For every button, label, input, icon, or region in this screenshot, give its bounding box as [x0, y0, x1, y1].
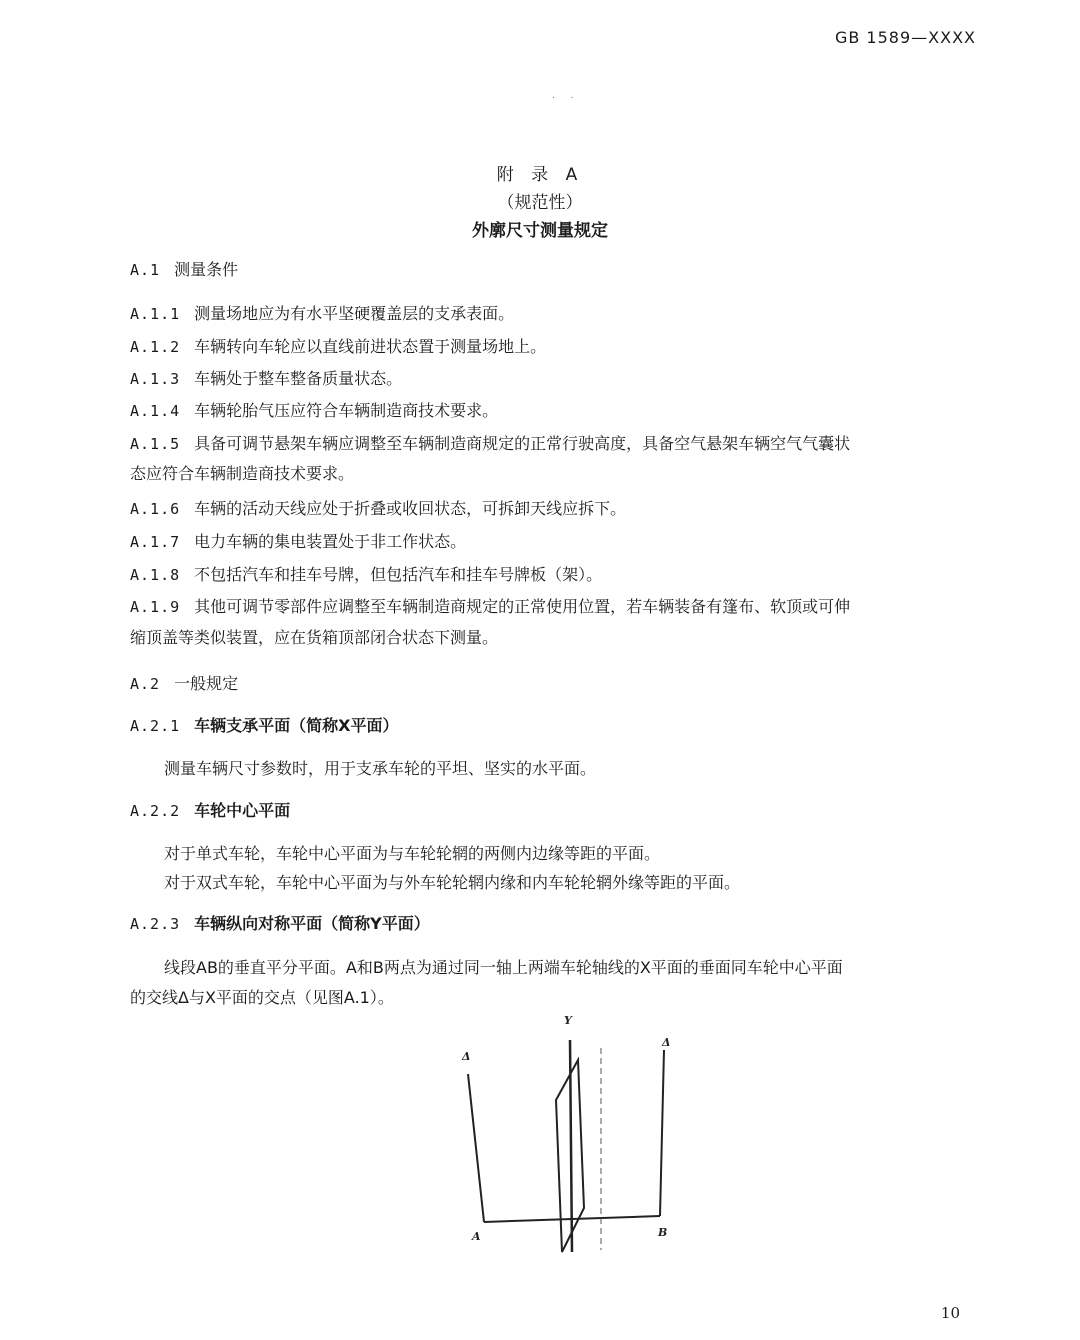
header-dots: . .	[552, 90, 580, 101]
section-title: 测量条件	[174, 260, 239, 279]
left-delta-line	[468, 1074, 484, 1222]
section-title: 一般规定	[174, 674, 239, 693]
item-text: 其他可调节零部件应调整至车辆制造商规定的正常使用位置，若车辆装备有篷布、软顶或可伸	[194, 597, 851, 616]
label-b: B	[658, 1226, 668, 1239]
item-text: 不包括汽车和挂车号牌，但包括汽车和挂车号牌板（架）。	[194, 565, 603, 584]
annex-type: （规范性）	[497, 193, 583, 213]
annex-title: 附 录 A	[496, 165, 584, 185]
item-text: 测量场地应为有水平坚硬覆盖层的支承表面。	[194, 304, 515, 323]
item-text: 车辆转向车轮应以直线前进状态置于测量场地上。	[194, 337, 547, 356]
item-a2-1-body: 测量车辆尺寸参数时，用于支承车轮的平坦、坚实的水平面。	[164, 759, 597, 778]
item-a1-4	[130, 399, 498, 423]
item-a1-7	[130, 530, 466, 554]
item-number: A.1.7	[130, 533, 181, 551]
item-number: A.1.8	[130, 566, 181, 584]
item-text: 车辆轮胎气压应符合车辆制造商技术要求。	[194, 401, 499, 420]
item-a1-6	[130, 497, 626, 521]
item-a2-2-body-2: 对于双式车轮，车轮中心平面为与外车轮轮辋内缘和内车轮轮辋外缘等距的平面。	[164, 873, 741, 892]
item-text: 车辆的活动天线应处于折叠或收回状态，可拆卸天线应拆下。	[194, 499, 627, 518]
item-a1-3	[130, 367, 402, 391]
item-text: 电力车辆的集电装置处于非工作状态。	[194, 532, 467, 551]
section-a2-heading	[130, 672, 238, 696]
item-a2-3-body-2: 的交线Δ与X平面的交点（见图A.1）。	[130, 988, 394, 1007]
item-a1-9-continuation: 缩顶盖等类似装置，应在货箱顶部闭合状态下测量。	[130, 628, 499, 647]
label-delta-left: Δ	[462, 1050, 471, 1063]
item-text: 车辆处于整车整备质量状态。	[194, 369, 403, 388]
item-a1-1	[130, 302, 514, 326]
item-number: A.1.4	[130, 402, 181, 420]
item-title: 车辆纵向对称平面（简称Y平面）	[194, 914, 430, 933]
item-a2-2-body-1: 对于单式车轮，车轮中心平面为与车轮轮辋的两侧内边缘等距的平面。	[164, 844, 661, 863]
item-number: A.1.3	[130, 370, 181, 388]
item-number: A.1.6	[130, 500, 181, 518]
section-a1-heading	[130, 258, 238, 282]
section-number: A.1	[130, 261, 161, 279]
right-delta-line	[660, 1050, 664, 1216]
item-number: A.2.3	[130, 915, 181, 933]
item-a2-3-heading	[130, 912, 430, 936]
item-a1-5-continuation: 态应符合车辆制造商技术要求。	[130, 464, 355, 483]
item-number: A.1.2	[130, 338, 181, 356]
label-a: A	[472, 1230, 481, 1243]
item-number: A.2.1	[130, 717, 181, 735]
figure-a1	[440, 1008, 700, 1268]
item-number: A.2.2	[130, 802, 181, 820]
item-a1-8	[130, 563, 602, 587]
item-a2-2-heading	[130, 799, 290, 823]
item-a2-1-heading	[130, 714, 399, 738]
item-number: A.1.9	[130, 598, 181, 616]
item-a1-9	[130, 595, 850, 619]
label-delta-right: Δ	[662, 1036, 671, 1049]
item-a1-2	[130, 335, 546, 359]
page-number: 10	[940, 1304, 960, 1322]
item-a2-3-body-1: 线段AB的垂直平分平面。A和B两点为通过同一轴上两端车轮轴线的X平面的垂面同车轮中心平面	[164, 958, 843, 977]
item-a1-5	[130, 432, 850, 456]
standard-code: GB 1589—XXXX	[834, 28, 976, 47]
label-y: Y	[564, 1014, 572, 1027]
section-number: A.2	[130, 675, 161, 693]
item-number: A.1.5	[130, 435, 181, 453]
item-title: 车轮中心平面	[194, 801, 291, 820]
item-number: A.1.1	[130, 305, 181, 323]
item-title: 车辆支承平面（简称X平面）	[194, 716, 399, 735]
annex-name: 外廓尺寸测量规定	[472, 221, 608, 241]
item-text: 具备可调节悬架车辆应调整至车辆制造商规定的正常行驶高度，具备空气悬架车辆空气气囊状	[194, 434, 851, 453]
figure-lines	[468, 1040, 664, 1252]
